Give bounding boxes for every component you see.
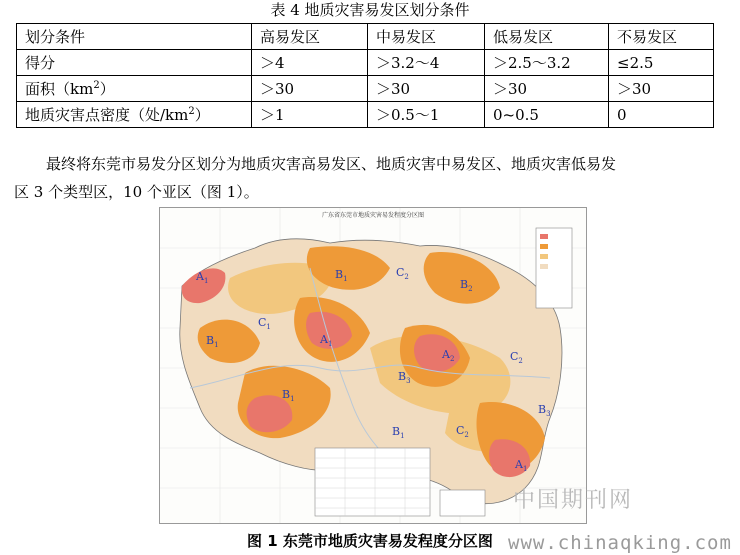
zone-label: $B_3$ xyxy=(538,403,551,418)
table-cell: ＞1 xyxy=(252,102,368,128)
zone-label: $B_3$ xyxy=(398,370,411,385)
zoning-map xyxy=(159,207,587,524)
table-cell: ＞2.5～3.2 xyxy=(485,50,609,76)
table-caption: 表 4 地质灾害易发区划分条件 xyxy=(270,1,470,19)
map-title: 广东省东莞市地质灾害易发程度分区图 xyxy=(321,212,425,219)
map-graphic xyxy=(160,208,586,523)
paragraph-line: 区 3 个类型区，10 个亚区（图 1）。 xyxy=(14,183,259,201)
paragraph-line: 最终将东莞市易发分区划分为地质灾害高易发区、地质灾害中易发区、地质灾害低易发 xyxy=(46,155,617,173)
zone-label: $A_1$ xyxy=(196,270,209,285)
table-cell: ＞4 xyxy=(252,50,368,76)
header-cell: 不易发区 xyxy=(609,24,714,50)
zone-label: $A_2$ xyxy=(442,348,455,363)
table-cell: 0 xyxy=(609,102,714,128)
table-cell: ＞30 xyxy=(368,76,485,102)
map-stats-table xyxy=(315,448,430,516)
table-cell: ＞30 xyxy=(485,76,609,102)
division-conditions-table xyxy=(16,23,714,128)
map-notes-box xyxy=(440,490,485,516)
table-row xyxy=(17,76,714,102)
zone-label: $C_2$ xyxy=(510,350,523,365)
zone-label: $A_1$ xyxy=(320,333,333,348)
watermark-logo: 中国期刊网 xyxy=(513,488,634,513)
zone-label: $C_2$ xyxy=(456,424,469,439)
table-cell: 0~0.5 xyxy=(485,102,609,128)
header-cell: 中易发区 xyxy=(368,24,485,50)
header-cell: 高易发区 xyxy=(252,24,368,50)
table-cell: ≤2.5 xyxy=(609,50,714,76)
table-row xyxy=(17,50,714,76)
watermark-url: www.chinaqking.com xyxy=(508,532,732,554)
table-cell: ＞3.2～4 xyxy=(368,50,485,76)
zone-label: $B_1$ xyxy=(392,425,405,440)
zone-label: $C_1$ xyxy=(258,316,271,331)
header-cell: 划分条件 xyxy=(17,24,252,50)
table-cell: ＞30 xyxy=(609,76,714,102)
row-label: 得分 xyxy=(17,50,252,76)
zone-label: $B_1$ xyxy=(282,388,295,403)
row-label: 地质灾害点密度（处$/km^2$） xyxy=(17,102,252,128)
body-paragraph xyxy=(14,150,732,206)
row-label: 面积$(km^2)$ xyxy=(17,76,252,102)
table-header-row xyxy=(17,24,714,50)
zone-label: $B_1$ xyxy=(206,334,219,349)
table-cell: ＞0.5～1 xyxy=(368,102,485,128)
legend-swatch-low xyxy=(540,254,548,259)
zone-label: $B_1$ xyxy=(335,268,348,283)
header-cell: 低易发区 xyxy=(485,24,609,50)
zone-label: $A_1$ xyxy=(515,458,528,473)
zone-label: $C_2$ xyxy=(396,266,409,281)
legend-swatch-high xyxy=(540,234,548,239)
legend-swatch-none xyxy=(540,264,548,269)
figure-caption: 图 1 东莞市地质灾害易发程度分区图 xyxy=(247,532,493,550)
table-cell: ＞30 xyxy=(252,76,368,102)
zone-label: $B_2$ xyxy=(460,278,473,293)
table-row xyxy=(17,102,714,128)
legend-swatch-medium xyxy=(540,244,548,249)
